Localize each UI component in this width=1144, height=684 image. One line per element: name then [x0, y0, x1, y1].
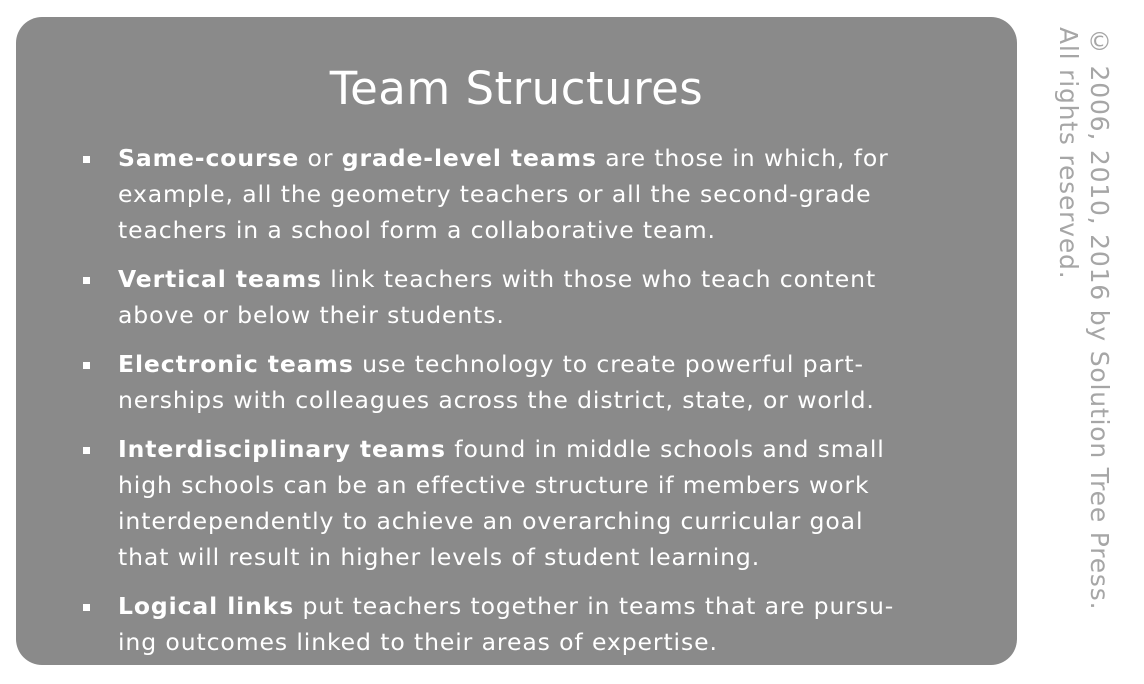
description-text: found in middle schools and small: [445, 435, 885, 463]
list-item: [16, 140, 1017, 248]
description-text: put teachers together in teams that are pursu-: [294, 592, 895, 620]
list-item-line: [118, 140, 957, 176]
list-item-line: [118, 431, 957, 467]
square-bullet-icon: [83, 362, 90, 369]
list-item: [16, 346, 1017, 418]
description-text: that will result in higher levels of student learning.: [118, 543, 761, 571]
description-text: interdependently to achieve an overarching curricular goal: [118, 507, 864, 535]
description-text: nerships with colleagues across the district, state, or world.: [118, 386, 875, 414]
team-structure-list: [16, 140, 1017, 673]
list-item-line: [118, 624, 957, 660]
description-text: use technology to create powerful part-: [353, 350, 864, 378]
list-item-line: [118, 176, 957, 212]
list-item-line: [118, 261, 957, 297]
list-item: [16, 431, 1017, 575]
list-item-line: [118, 539, 957, 575]
description-text: or: [299, 144, 342, 172]
square-bullet-icon: [83, 156, 90, 163]
description-text: example, all the geometry teachers or all the second-grade: [118, 180, 872, 208]
list-item-line: [118, 297, 957, 333]
copyright-notice: [1035, 27, 1115, 667]
card-title: Team Structures: [329, 62, 704, 115]
description-text: link teachers with those who teach content: [321, 265, 877, 293]
team-type-term: Logical links: [118, 592, 295, 620]
square-bullet-icon: [83, 447, 90, 454]
square-bullet-icon: [83, 604, 90, 611]
list-item: [16, 588, 1017, 660]
team-type-term: Vertical teams: [118, 265, 322, 293]
copyright-line-2: All rights reserved.: [1054, 27, 1083, 280]
copyright-line-1: © 2006, 2010, 2016 by Solution Tree Press.: [1085, 27, 1114, 611]
description-text: are those in which, for: [596, 144, 889, 172]
team-type-term: Interdisciplinary teams: [118, 435, 446, 463]
team-structures-card: [16, 17, 1017, 665]
list-item: [16, 261, 1017, 333]
team-type-term: Electronic teams: [118, 350, 354, 378]
description-text: ing outcomes linked to their areas of expertise.: [118, 628, 718, 656]
list-item-line: [118, 467, 957, 503]
team-type-term: Same-course: [118, 144, 300, 172]
description-text: teachers in a school form a collaborative team.: [118, 216, 716, 244]
list-item-line: [118, 212, 957, 248]
team-type-term: grade-level teams: [341, 144, 597, 172]
list-item-line: [118, 346, 957, 382]
description-text: above or below their students.: [118, 301, 505, 329]
list-item-line: [118, 588, 957, 624]
description-text: high schools can be an effective structure if members work: [118, 471, 870, 499]
square-bullet-icon: [83, 277, 90, 284]
list-item-line: [118, 382, 957, 418]
list-item-line: [118, 503, 957, 539]
